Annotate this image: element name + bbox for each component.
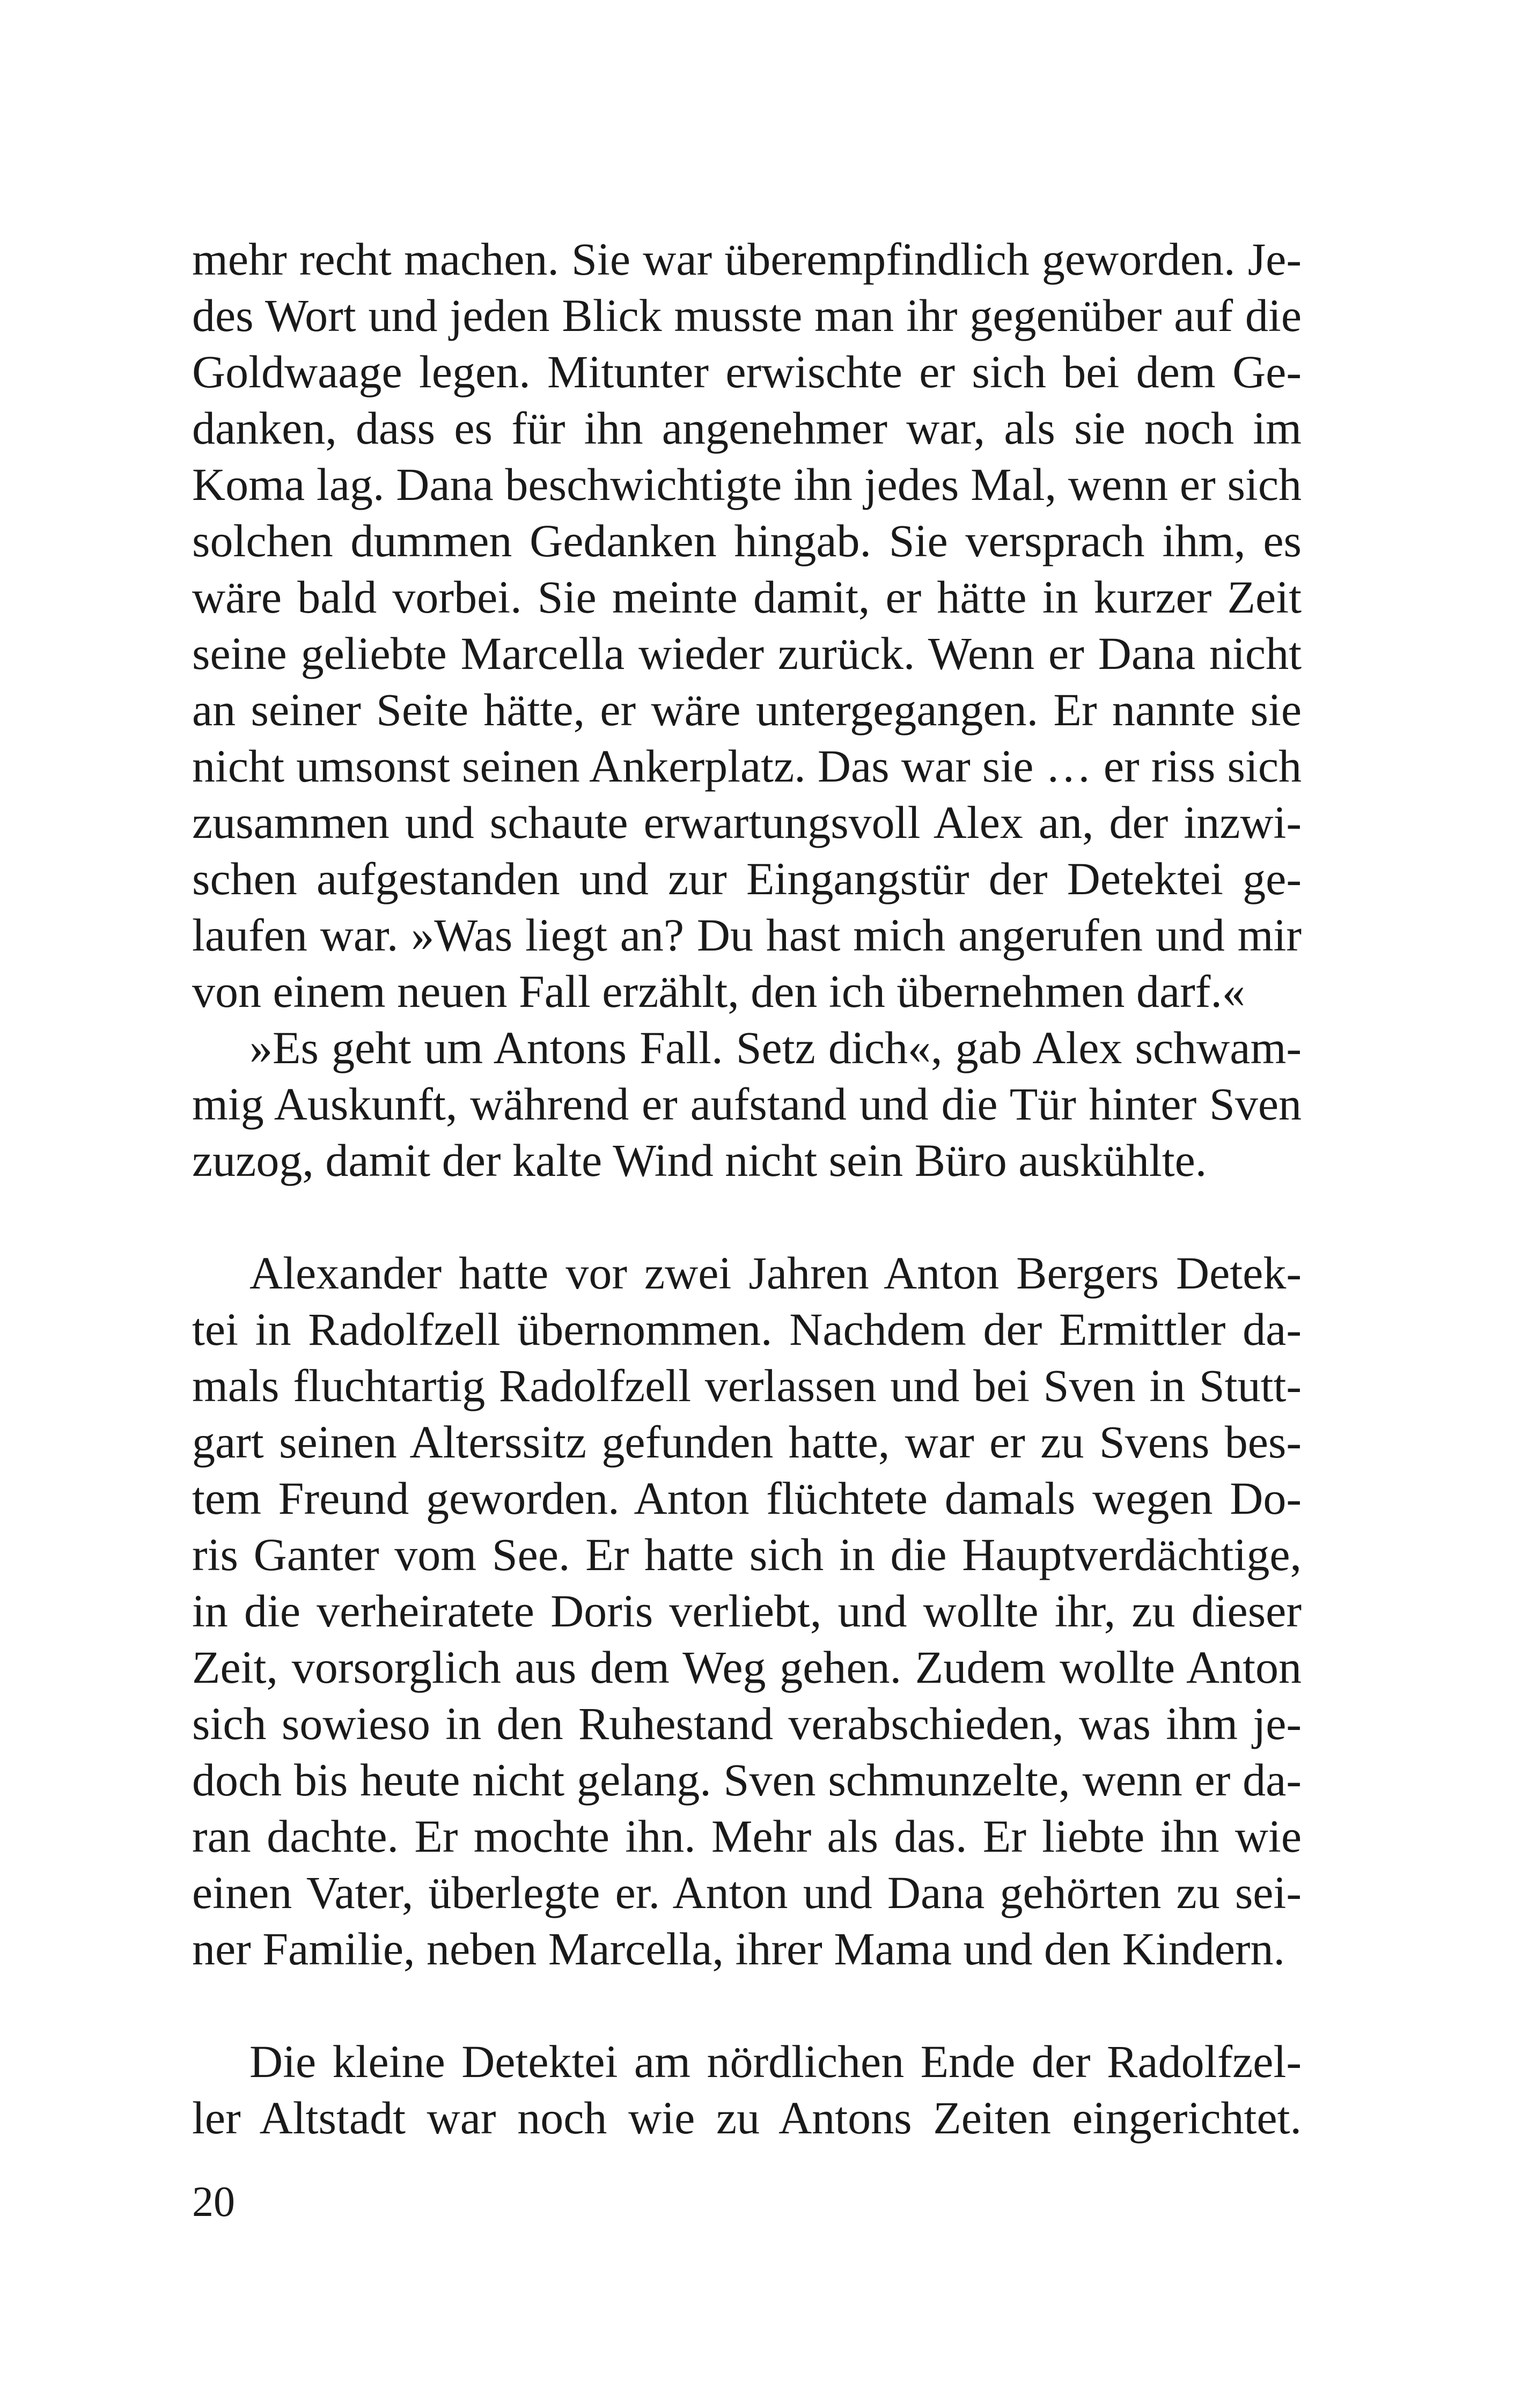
text-line: ner Familie, neben Marcella, ihrer Mama und den Kindern. — [192, 1923, 1285, 1975]
text-line: mehr recht machen. Sie war überempfindlich geworden. Je- — [192, 233, 1302, 285]
text-line: Die kleine Detektei am nördlichen Ende der Radolfzel- — [249, 2036, 1302, 2087]
text-line: doch bis heute nicht gelang. Sven schmunzelte, wenn er da- — [192, 1754, 1302, 1806]
text-line: tei in Radolfzell übernommen. Nachdem der Ermittler da- — [192, 1304, 1302, 1355]
text-line: in die verheiratete Doris verliebt, und wollte ihr, zu dieser — [192, 1585, 1302, 1637]
text-line: laufen war. »Was liegt an? Du hast mich angerufen und mir — [192, 909, 1302, 961]
text-line: mig Auskunft, während er aufstand und die Tür hinter Sven — [192, 1078, 1302, 1130]
text-line: danken, dass es für ihn angenehmer war, als sie noch im — [192, 402, 1302, 454]
text-line: »Es geht um Antons Fall. Setz dich«, gab Alex schwam- — [249, 1022, 1302, 1073]
text-line: einen Vater, überlegte er. Anton und Dana gehörten zu sei- — [192, 1867, 1302, 1918]
text-line: ris Ganter vom See. Er hatte sich in die Hauptverdächtige, — [192, 1529, 1302, 1580]
text-line: Goldwaage legen. Mitunter erwischte er sich bei dem Ge- — [192, 346, 1302, 397]
text-line: ler Altstadt war noch wie zu Antons Zeiten eingerichtet. — [192, 2092, 1302, 2144]
text-line: mals fluchtartig Radolfzell verlassen und bei Sven in Stutt- — [192, 1360, 1302, 1411]
text-line: von einem neuen Fall erzählt, den ich übernehmen darf.« — [192, 966, 1245, 1017]
text-line: tem Freund geworden. Anton flüchtete damals wegen Do- — [192, 1472, 1302, 1524]
text-line: schen aufgestanden und zur Eingangstür der Detektei ge- — [192, 853, 1302, 904]
text-line: an seiner Seite hätte, er wäre untergegangen. Er nannte sie — [192, 684, 1302, 735]
text-line: ran dachte. Er mochte ihn. Mehr als das. Er liebte ihn wie — [192, 1810, 1302, 1862]
text-line: nicht umsonst seinen Ankerplatz. Das war sie … er riss sich — [192, 740, 1302, 792]
text-line: des Wort und jeden Blick musste man ihr gegenüber auf die — [192, 290, 1302, 341]
text-line: sich sowieso in den Ruhestand verabschieden, was ihm je- — [192, 1698, 1302, 1749]
text-line: seine geliebte Marcella wieder zurück. Wenn er Dana nicht — [192, 628, 1302, 679]
text-line: zusammen und schaute erwartungsvoll Alex an, der inzwi- — [192, 797, 1302, 848]
text-line: wäre bald vorbei. Sie meinte damit, er hätte in kurzer Zeit — [192, 571, 1302, 623]
text-line: Zeit, vorsorglich aus dem Weg gehen. Zudem wollte Anton — [192, 1641, 1302, 1693]
text-line: gart seinen Alterssitz gefunden hatte, war er zu Svens bes- — [192, 1416, 1302, 1468]
page-number: 20 — [192, 2178, 235, 2226]
text-line: Koma lag. Dana beschwichtigte ihn jedes Mal, wenn er sich — [192, 459, 1302, 510]
text-line: zuzog, damit der kalte Wind nicht sein Büro auskühlte. — [192, 1135, 1207, 1186]
text-line: Alexander hatte vor zwei Jahren Anton Bergers Detek- — [249, 1247, 1302, 1299]
text-line: solchen dummen Gedanken hingab. Sie versprach ihm, es — [192, 515, 1302, 566]
